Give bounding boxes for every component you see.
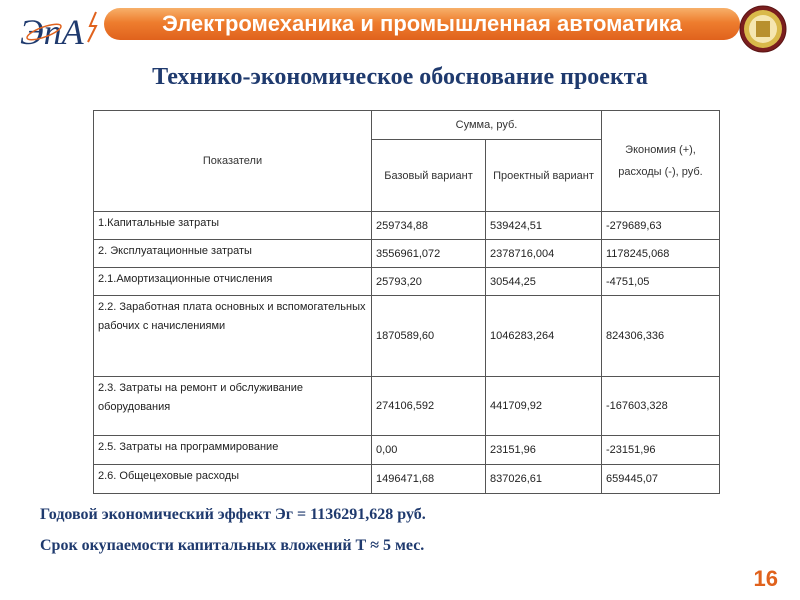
project-value: 539424,51: [486, 212, 602, 240]
base-value: 1496471,68: [372, 465, 486, 494]
row-label: 2.1.Амортизационные отчисления: [94, 268, 372, 296]
header: [0, 0, 800, 55]
economy-value: -279689,63: [602, 212, 720, 240]
base-value: 0,00: [372, 436, 486, 465]
economy-value: 659445,07: [602, 465, 720, 494]
project-value: 441709,92: [486, 377, 602, 436]
page-number: 16: [753, 566, 778, 591]
logo-text: ЭпА: [20, 12, 84, 52]
base-value: 259734,88: [372, 212, 486, 240]
lightning-icon: [88, 12, 96, 42]
project-value: 23151,96: [486, 436, 602, 465]
header-banner: [104, 8, 740, 40]
row-label: 2.5. Затраты на программирование: [94, 436, 372, 465]
table-row: [94, 212, 720, 240]
row-label: 2.6. Общецеховые расходы: [94, 465, 372, 494]
base-value: 25793,20: [372, 268, 486, 296]
header-economy: Экономия (+), расходы (-), руб.: [602, 111, 720, 212]
table-row: [94, 296, 720, 377]
economy-value: -4751,05: [602, 268, 720, 296]
row-label: 1.Капитальные затраты: [94, 212, 372, 240]
header-sum: Сумма, руб.: [372, 111, 602, 140]
economy-value: -167603,328: [602, 377, 720, 436]
annual-effect-text: Годовой экономический эффект Эг = 1136291,628 руб.: [40, 506, 426, 523]
epa-logo: [18, 8, 108, 52]
economy-value: 824306,336: [602, 296, 720, 377]
row-label: 2.2. Заработная плата основных и вспомогательных рабочих с начислениями: [94, 296, 372, 377]
base-value: 3556961,072: [372, 240, 486, 268]
row-label: 2. Эксплуатационные затраты: [94, 240, 372, 268]
header-indicators: Показатели: [94, 111, 372, 212]
economy-value: 1178245,068: [602, 240, 720, 268]
economy-value: -23151,96: [602, 436, 720, 465]
table-row: [94, 268, 720, 296]
header-base: Базовый вариант: [372, 140, 486, 212]
banner-title: Электромеханика и промышленная автоматика: [162, 11, 682, 36]
project-value: 30544,25: [486, 268, 602, 296]
university-emblem-icon: [738, 4, 788, 54]
header-project: Проектный вариант: [486, 140, 602, 212]
table-row: [94, 377, 720, 436]
project-value: 2378716,004: [486, 240, 602, 268]
table-row: [94, 240, 720, 268]
table-row: [94, 465, 720, 494]
table-row: [94, 436, 720, 465]
row-label: 2.3. Затраты на ремонт и обслуживание оборудования: [94, 377, 372, 436]
page-title: Технико-экономическое обоснование проекта: [152, 64, 648, 90]
project-value: 837026,61: [486, 465, 602, 494]
payback-period-text: Срок окупаемости капитальных вложений Т ≈ 5 мес.: [40, 537, 425, 554]
base-value: 274106,592: [372, 377, 486, 436]
base-value: 1870589,60: [372, 296, 486, 377]
economics-table: [93, 110, 720, 494]
project-value: 1046283,264: [486, 296, 602, 377]
